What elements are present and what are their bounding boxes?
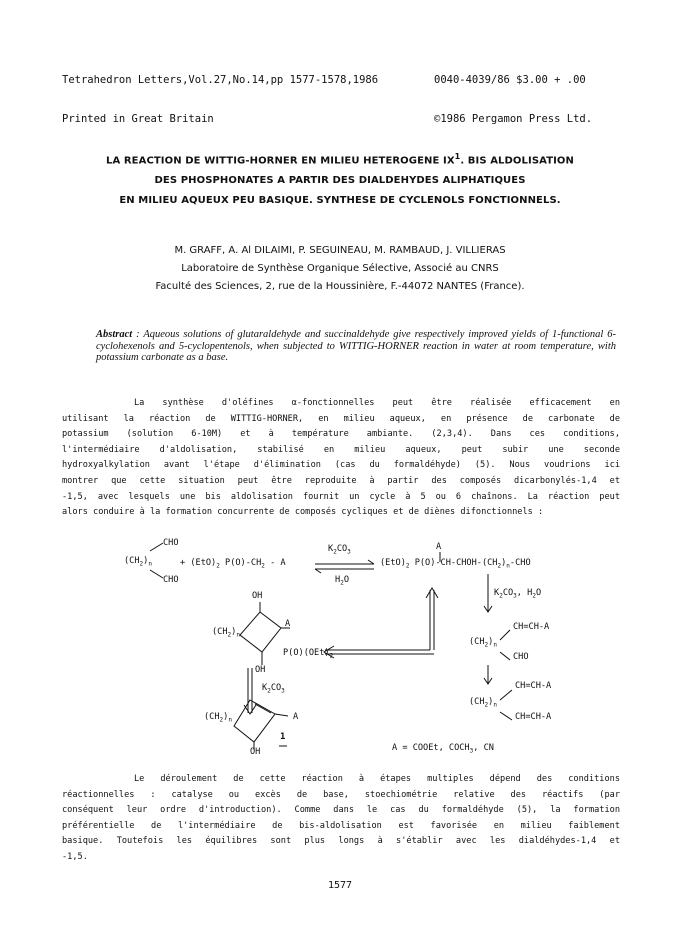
bond-line (500, 630, 510, 640)
subscript: 2 (484, 641, 489, 649)
chain-text: (CH (204, 712, 220, 722)
product-text: P(O)-CH-CHOH-(CH (414, 558, 498, 568)
affiliation-address: Faculté des Sciences, 2, rue de la Houssinière, F.-44072 NANTES (France). (155, 281, 525, 292)
arrow-head (484, 606, 492, 612)
issn-block (434, 48, 592, 139)
hydroxyl-group: OH (252, 591, 263, 601)
vinyl-group: CH=CH-A (515, 681, 552, 691)
subscript: 2 (139, 560, 144, 568)
paragraph-line: hydroxyalkylation avant l'étape d'élimination (cas du formaldéhyde) (5). Nous voudrions ici (62, 460, 620, 471)
reagent-text: K (328, 544, 334, 554)
base-reagent: $K_2CO_3$, $H_2O$ (494, 588, 542, 600)
reagent-text: + (EtO) (180, 558, 217, 568)
arrow-head (368, 560, 374, 564)
reagent-text: K (262, 683, 268, 693)
paragraph-line: utilisant la réaction de WITTIG-HORNER, en milieu aqueux, en présence de carbonate de (62, 413, 620, 424)
subscript: 2 (405, 562, 410, 570)
affiliation-lab: Laboratoire de Synthèse Organique Sélective, Associé au CNRS (181, 263, 499, 274)
reagent-text: CO (502, 588, 514, 598)
subscript: 2 (216, 562, 220, 570)
product-text: P(O)(OEt) (283, 648, 330, 658)
author-block (0, 242, 680, 296)
reagent-text: CO (270, 683, 282, 693)
subscript: 2 (227, 631, 232, 639)
arrow-head (324, 646, 334, 658)
paper-title (0, 147, 680, 211)
title-line-1a: LA REACTION DE WITTIG-HORNER EN MILIEU HETEROGENE IX (105, 155, 455, 167)
aldol-product: $(EtO)_2$ $P(O)-CH-CHOH-(CH_2)_n$-CHO (380, 558, 531, 570)
bond-line (150, 543, 163, 551)
chain-text: (CH (469, 697, 485, 707)
subscript: n (236, 631, 240, 639)
paragraph-line: conséquent leur ordre d'introduction). Comme dans le cas du formaldéhyde (5), la formation (62, 805, 620, 816)
vinyl-group: CH=CH-A (513, 622, 550, 632)
page-number: 1577 (327, 880, 353, 891)
arrow-head (244, 705, 256, 714)
arrow-head (315, 569, 321, 573)
journal-citation (62, 48, 378, 139)
paragraph-line: Le déroulement de cette réaction à étapes multiples dépend des conditions (134, 774, 620, 784)
reagent-text: CO (336, 544, 348, 554)
title-line-2: DES PHOSPHONATES A PARTIR DES DIALDEHYDES ALIPHATIQUES (154, 175, 526, 187)
double-bond (255, 704, 271, 713)
title-line-1b: . BIS ALDOLISATION (460, 155, 575, 167)
abstract-label: Abstract (96, 329, 133, 340)
bond-line (500, 712, 512, 720)
reagent-text: H (527, 588, 533, 598)
paragraph-line: potassium (solution 6-10M) et à température ambiante. (2,3,4). Dans ces conditions, (62, 429, 620, 440)
bond-line (275, 714, 288, 716)
subscript: 2 (484, 701, 489, 709)
subscript: n (506, 562, 510, 570)
footnote-ref: 1 (454, 152, 461, 161)
subscript: n (228, 716, 232, 724)
reagent-text: O (535, 588, 542, 598)
reagent-text: O (343, 575, 349, 585)
subscript: 2 (261, 562, 265, 570)
subscript: n (493, 641, 497, 649)
product-text: (EtO) (380, 558, 406, 568)
water-solvent (335, 575, 349, 587)
title-line-1 (0, 147, 680, 171)
subscript: 2 (219, 716, 224, 724)
legend-text: A = COOEt, COCH (392, 743, 470, 753)
ring-chain: $(CH_2)_n$ (469, 697, 497, 709)
ring-chain: $(CH_2)_n$ (469, 637, 497, 649)
methylene-chain: $(CH_2)_n$ (124, 556, 152, 568)
base-reagent: $K_2CO_3$ (262, 683, 285, 695)
subscript: 2 (329, 652, 334, 660)
chain-text: (CH (212, 627, 228, 637)
subscript: 2 (267, 687, 271, 695)
paragraph-line: préférentielle de l'intermédiaire de bis-aldolisation est favorisée en milieu faiblement (62, 820, 620, 831)
reagent-text: - A (270, 558, 286, 568)
ring-bonds (234, 700, 275, 742)
aldehyde-group: CHO (513, 652, 529, 662)
phosphonate-reagent (180, 558, 286, 570)
subscript: 2 (497, 562, 502, 570)
subscript: n (148, 560, 152, 568)
discussion-paragraph (62, 772, 620, 866)
reagent-text: K (494, 588, 500, 598)
subscript: 2 (333, 548, 337, 556)
subscript: n (493, 701, 497, 709)
hydroxyl-group: OH (255, 665, 266, 675)
title-line-3: EN MILIEU AQUEUX PEU BASIQUE. SYNTHESE DE CYCLENOLS FONCTIONNELS. (119, 195, 561, 207)
substituent-a: A (436, 542, 442, 552)
paragraph-line: l'intermédiaire d'aldolisation, stabilisé en milieu aqueux, peut subir une seconde (62, 444, 620, 455)
journal-citation-line: Tetrahedron Letters,Vol.27,No.14,pp 1577-1578,1986 (62, 74, 379, 86)
bond-line (150, 570, 163, 578)
arrow-head (426, 588, 438, 598)
reagent-text: H (335, 575, 341, 585)
chain-text: (CH (124, 556, 140, 566)
bond-line (500, 652, 510, 660)
ring-bonds (240, 612, 281, 652)
vinyl-group: CH=CH-A (515, 712, 552, 722)
aldehyde-group: CHO (163, 538, 179, 548)
subscript: 2 (532, 592, 536, 600)
subscript: 2 (499, 592, 503, 600)
intro-paragraph (62, 396, 620, 521)
compound-number: 1 (280, 732, 286, 742)
subscript: 2 (340, 579, 344, 587)
substituent-a: A (285, 619, 291, 629)
product-text: -CHO (509, 558, 531, 568)
reagent-text: P(O)-CH (225, 558, 262, 568)
arrow-head (484, 678, 492, 684)
paragraph-line: La synthèse d'oléfines α-fonctionnelles peut être réalisée efficacement en (134, 398, 620, 408)
paragraph-line: basique. Toutefois les équilibres sont plus longs à s'établir avec les dialdéhydes-1,4 et (62, 836, 620, 847)
abstract-text: : Aqueous solutions of glutaraldehyde and succinaldehyde give respectively improved yields of 1-functional 6-cyclohexenols and 5-cyclopentenols, when subjected to WITTIG-HORNER reaction in water at room temperature, with potassium carbonate as a base. (96, 329, 617, 363)
base-reagent: $K_2CO_3$ (328, 544, 351, 556)
aldehyde-group: CHO (163, 575, 179, 585)
abstract (96, 329, 616, 364)
bond-line (500, 690, 512, 700)
phosphonate-group (283, 648, 333, 660)
chain-text: (CH (469, 637, 485, 647)
hydroxyl-group: OH (250, 747, 261, 757)
substituent-a: A (293, 712, 299, 722)
paragraph-line: -1,5, avec lesquels une bis aldolisation fournit un cycle à 5 ou 6 chaînons. La réaction peut (62, 491, 620, 502)
legend-text: , CN (473, 743, 494, 753)
paragraph-line: réactionnelles : catalyse ou excès de base, stoechiométrie relative des réactifs (par (62, 789, 620, 800)
paragraph-line: -1,5. (62, 851, 88, 862)
ring-chain: $(CH_2)_n$ (212, 627, 240, 639)
paragraph-line: montrer que cette situation peut être reproduite à partir des composés dicarbonylés-1,4 et (62, 475, 620, 486)
printed-in-line: Printed in Great Britain (62, 113, 214, 125)
author-names: M. GRAFF, A. Al DILAIMI, P. SEGUINEAU, M. RAMBAUD, J. VILLIERAS (174, 245, 506, 256)
copyright-line: ©1986 Pergamon Press Ltd. (434, 113, 593, 125)
issn-price: 0040-4039/86 $3.00 + .00 (434, 74, 586, 86)
ring-chain: $(CH_2)_n$ (204, 712, 232, 724)
paragraph-line: alors conduire à la formation concurrente de composés cycliques et de diènes difonctionnels : (62, 507, 544, 518)
substituent-legend: A = COOEt, $COCH_3$, CN (392, 743, 494, 755)
